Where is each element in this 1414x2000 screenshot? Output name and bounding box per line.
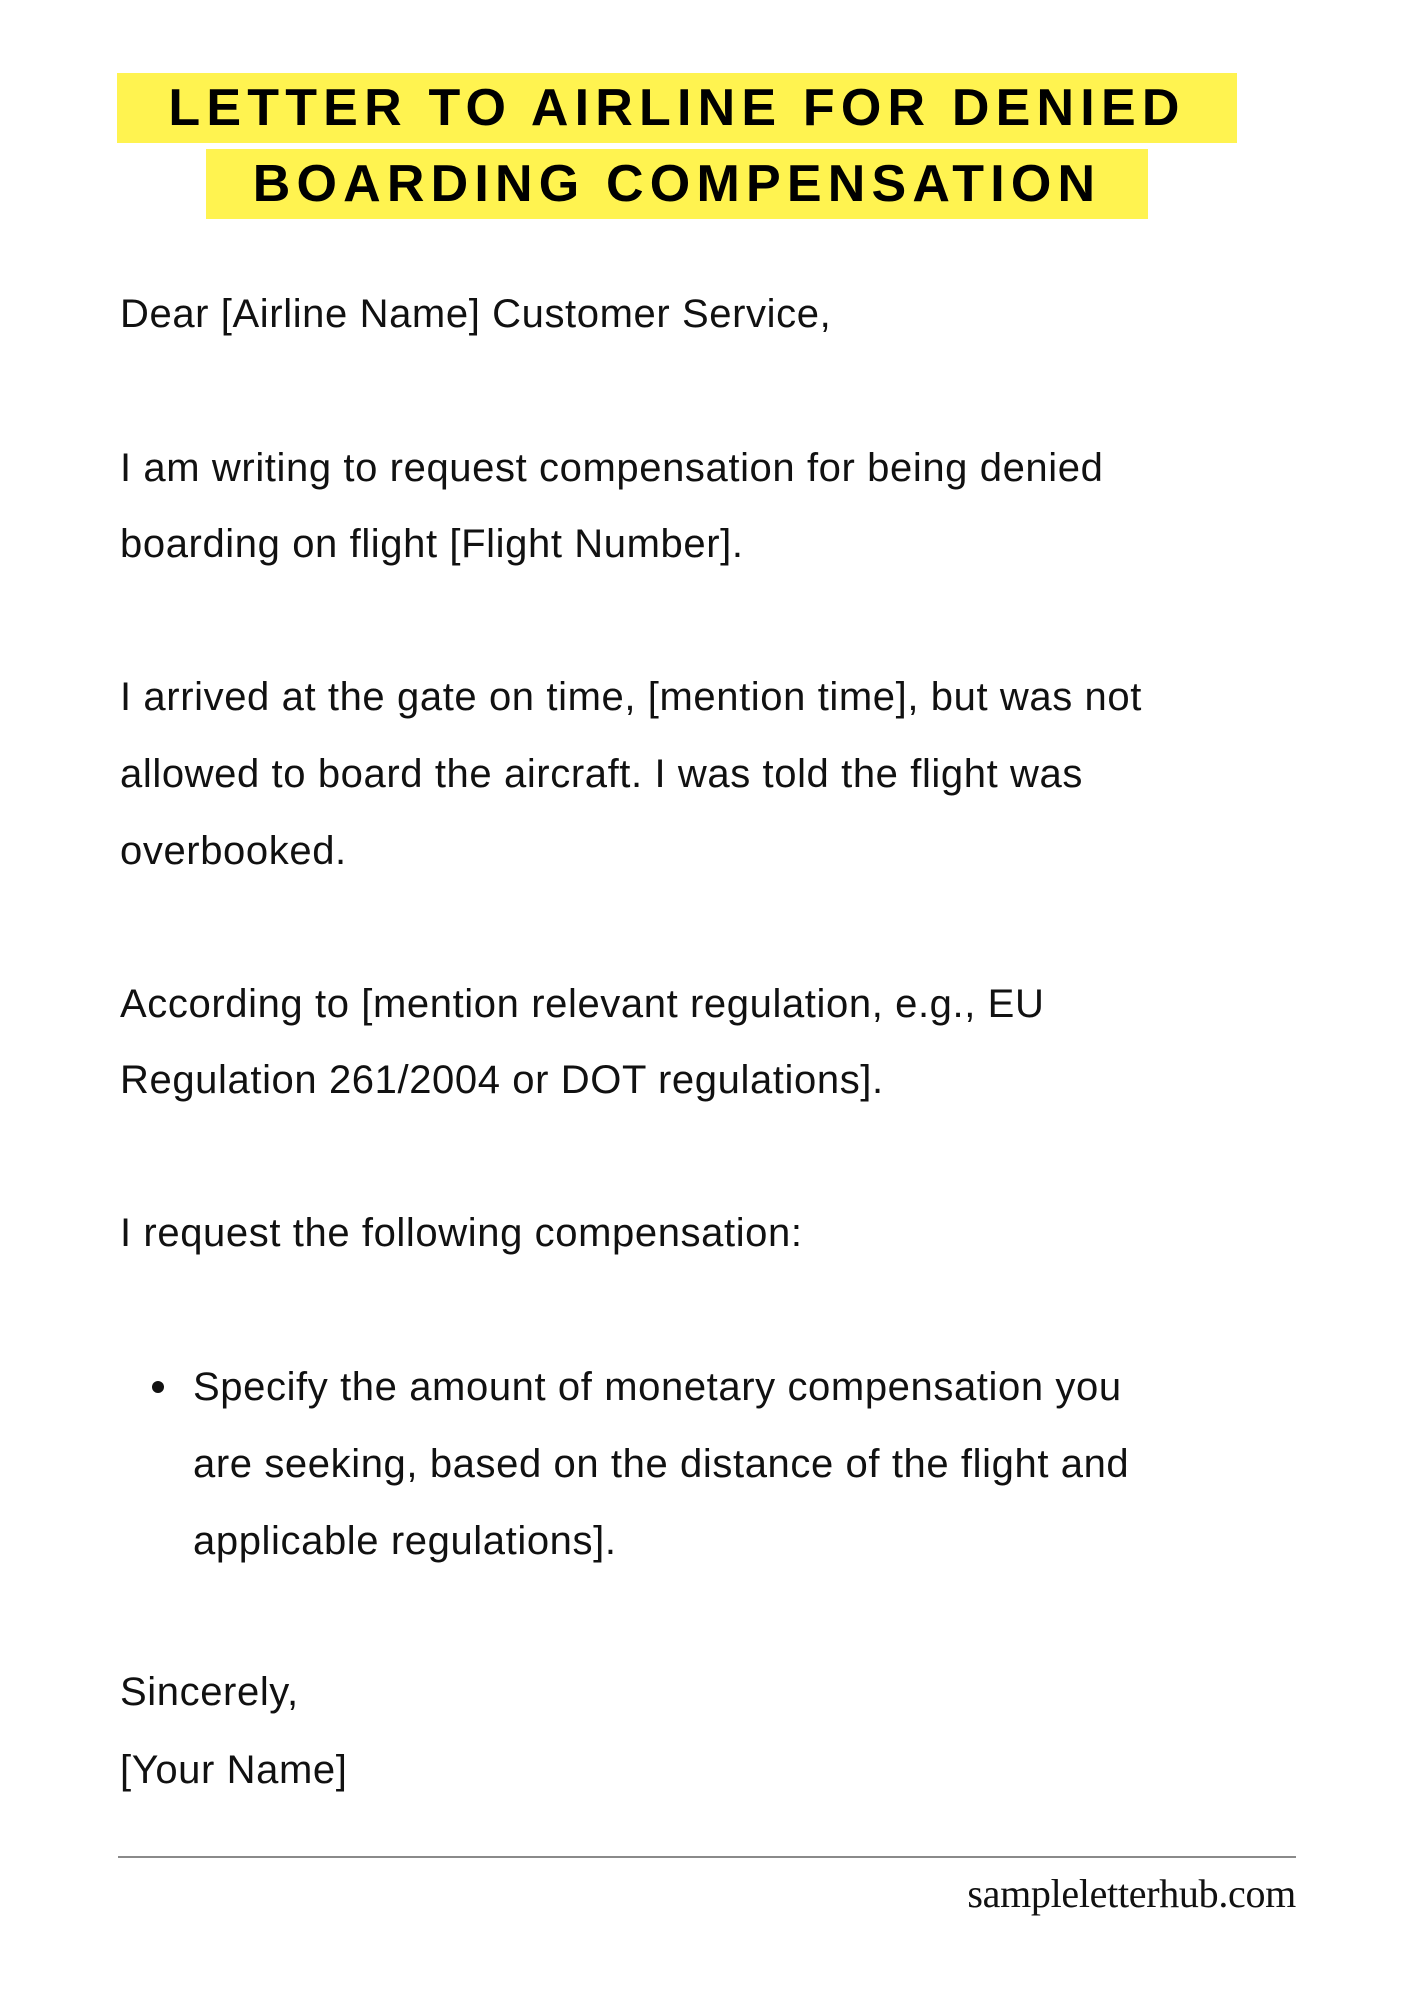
signature: [Your Name]: [120, 1748, 348, 1792]
paragraph-2-line-2: allowed to board the aircraft. I was told the flight was: [120, 752, 1083, 796]
salutation: Dear [Airline Name] Customer Service,: [120, 292, 832, 336]
title-line-1: LETTER TO AIRLINE FOR DENIED: [117, 73, 1237, 143]
closing: Sincerely,: [120, 1670, 299, 1714]
footer-divider: [118, 1856, 1296, 1858]
paragraph-1-line-1: I am writing to request compensation for being denied: [120, 446, 1104, 490]
bullet-item-line-3: applicable regulations].: [193, 1519, 617, 1563]
bullet-item-line-1: Specify the amount of monetary compensation you: [193, 1365, 1122, 1409]
paragraph-3-line-2: Regulation 261/2004 or DOT regulations].: [120, 1058, 884, 1102]
footer-brand: sampleletterhub.com: [967, 1871, 1296, 1916]
paragraph-2-line-1: I arrived at the gate on time, [mention time], but was not: [120, 675, 1142, 719]
paragraph-2-line-3: overbooked.: [120, 829, 347, 873]
paragraph-4-line-1: I request the following compensation:: [120, 1211, 803, 1255]
paragraph-1-line-2: boarding on flight [Flight Number].: [120, 522, 744, 566]
title-line-2: BOARDING COMPENSATION: [206, 149, 1148, 219]
bullet-item-line-2: are seeking, based on the distance of the flight and: [193, 1442, 1130, 1486]
paragraph-3-line-1: According to [mention relevant regulation, e.g., EU: [120, 982, 1045, 1026]
bullet-icon: [152, 1381, 164, 1393]
